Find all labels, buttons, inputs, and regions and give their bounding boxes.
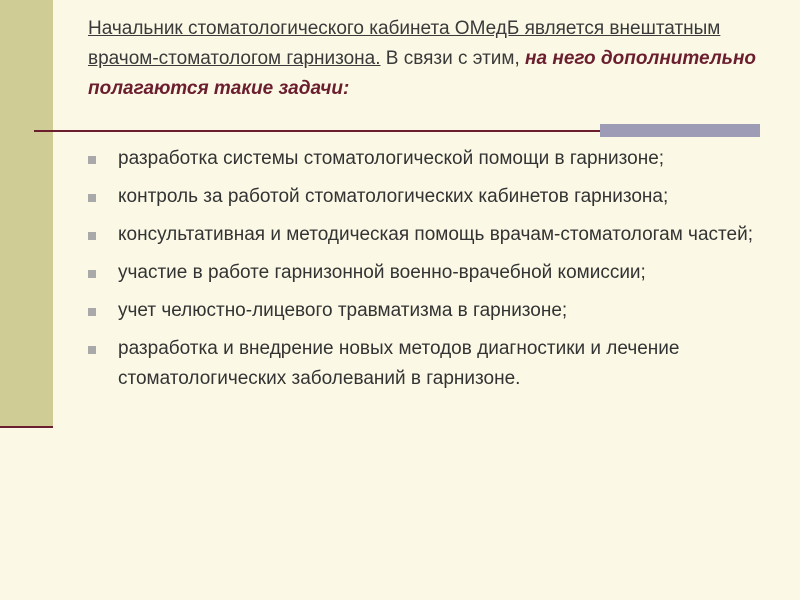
title-plain-text: В связи с этим,	[380, 48, 526, 69]
title-underlined-text: Начальник стоматологического кабинета ОМедБ является внештатным врачом-стоматологом гарнизона.	[88, 18, 721, 69]
square-bullet-icon	[88, 194, 96, 202]
task-text: учет челюстно-лицевого травматизма в гарнизоне;	[118, 300, 568, 321]
square-bullet-icon	[88, 232, 96, 240]
slide-title	[88, 14, 768, 104]
square-bullet-icon	[88, 270, 96, 278]
task-text: участие в работе гарнизонной военно-врачебной комиссии;	[118, 262, 646, 283]
task-text: контроль за работой стоматологических кабинетов гарнизона;	[118, 186, 669, 207]
task-list-item	[84, 220, 774, 250]
square-bullet-icon	[88, 346, 96, 354]
task-list-item	[84, 258, 774, 288]
left-decorative-band	[0, 0, 53, 426]
task-text: консультативная и методическая помощь врачам-стоматологам частей;	[118, 224, 753, 245]
title-divider-block	[600, 124, 760, 137]
task-list-item	[84, 182, 774, 212]
square-bullet-icon	[88, 308, 96, 316]
square-bullet-icon	[88, 156, 96, 164]
task-list-item	[84, 144, 774, 174]
task-text: разработка и внедрение новых методов диагностики и лечение стоматологических заболеваний в гарнизоне.	[118, 338, 680, 389]
left-band-underline	[0, 426, 53, 428]
title-emphasis-text: на него дополнительно полагаются такие задачи:	[88, 48, 757, 99]
task-list-item	[84, 334, 774, 394]
task-text: разработка системы стоматологической помощи в гарнизоне;	[118, 148, 665, 169]
task-list-item	[84, 296, 774, 326]
task-list	[84, 144, 774, 402]
